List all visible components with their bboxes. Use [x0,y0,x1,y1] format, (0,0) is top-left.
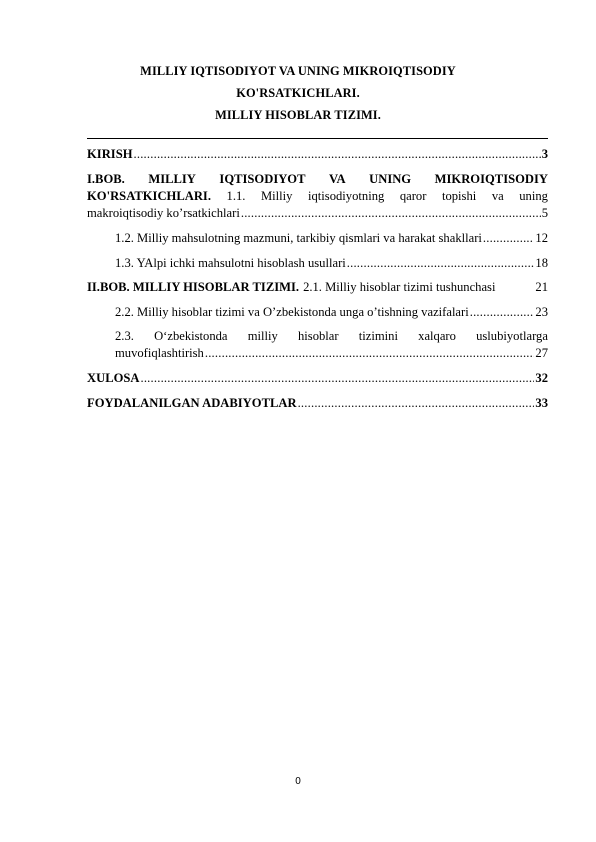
toc-page-number: 21 [535,280,548,294]
leader-dots [347,255,535,272]
toc-word: milliy [247,329,278,343]
toc-word: MILLIY [148,172,196,186]
toc-label: makroiqtisodiy ko’rsatkichlari [87,206,240,220]
toc-entry-2-2[interactable] [115,304,548,321]
toc-label: 1.2. Milliy mahsulotning mazmuni, tarkibiy qismlari va harakat shakllari [115,231,482,245]
page-number: 0 [295,776,301,787]
toc-entry-foydalanilgan-adabiyotlar[interactable] [87,395,548,412]
horizontal-rule [87,138,548,139]
toc-entry-kirish[interactable] [87,146,548,163]
leader-dots [298,395,535,412]
toc-word: KO'RSATKICHLARI. [87,189,211,203]
toc-word: tizimini [358,329,398,343]
title-line-1: MILLIY IQTISODIYOT VA UNING MIKROIQTISODIY [140,64,456,78]
toc-label: muvofiqlashtirish [115,346,204,360]
toc-entry-xulosa[interactable] [87,370,548,387]
toc-word: 2.3. [115,329,134,343]
leader-dots [205,345,535,362]
toc-label: FOYDALANILGAN ADABIYOTLAR [87,396,297,410]
toc-word: VA [329,172,346,186]
toc-word: 1.1. [226,189,246,203]
title-line-3: MILLIY HISOBLAR TIZIMI. [215,108,381,122]
toc-page-number: 27 [535,346,548,360]
toc-entry-2-3-line1[interactable] [115,328,548,345]
toc-page-number: 33 [535,396,548,410]
toc-word: MIKROIQTISODIY [434,172,548,186]
toc-entry-chapter1-line2[interactable] [87,188,548,205]
toc-page-number: 12 [535,231,548,245]
toc-page-number: 23 [535,305,548,319]
toc-entry-chapter1-line1[interactable] [87,171,548,188]
toc-label: 2.1. Milliy hisoblar tizimi tushunchasi [303,280,496,294]
leader-dots [140,370,534,387]
toc-chapter-label: II.BOB. MILLIY HISOBLAR TIZIMI. [87,280,300,294]
title-line-2: KO'RSATKICHLARI. [236,86,360,100]
toc-word: O‘zbekistonda [154,329,228,343]
toc-label: 1.3. YAlpi ichki mahsulotni hisoblash usullari [115,256,346,270]
toc-label: XULOSA [87,371,140,385]
toc-word: va [491,189,504,203]
toc-label: KIRISH [87,147,133,161]
toc-word: iqtisodiyotning [308,189,385,203]
toc-word: IQTISODIYOT [219,172,306,186]
toc-page-number: 3 [541,147,548,161]
toc-word: I.BOB. [87,172,125,186]
toc-entry-2-3-line2[interactable] [115,345,548,362]
toc-entry-chapter2[interactable] [87,279,548,296]
toc-word: xalqaro [418,329,456,343]
toc-page-number: 32 [535,371,548,385]
leader-dots [470,304,535,321]
toc-word: UNING [369,172,412,186]
toc-word: uning [519,189,548,203]
toc-word: qaror [399,189,427,203]
toc-entry-chapter1-line3[interactable] [87,205,548,222]
leader-dots [483,230,535,247]
toc-page-number: 18 [535,256,548,270]
toc-word: Milliy [260,189,293,203]
leader-dots [134,146,541,163]
toc-word: hisoblar [298,329,339,343]
toc-word: uslubiyotlarga [476,329,548,343]
toc-entry-1-2[interactable] [115,230,548,247]
toc-word: topishi [441,189,477,203]
toc-entry-1-3[interactable] [115,255,548,272]
toc-page-number: 5 [541,206,548,220]
toc-label: 2.2. Milliy hisoblar tizimi va O’zbekistonda unga o’tishning vazifalari [115,305,469,319]
leader-dots [241,205,541,222]
